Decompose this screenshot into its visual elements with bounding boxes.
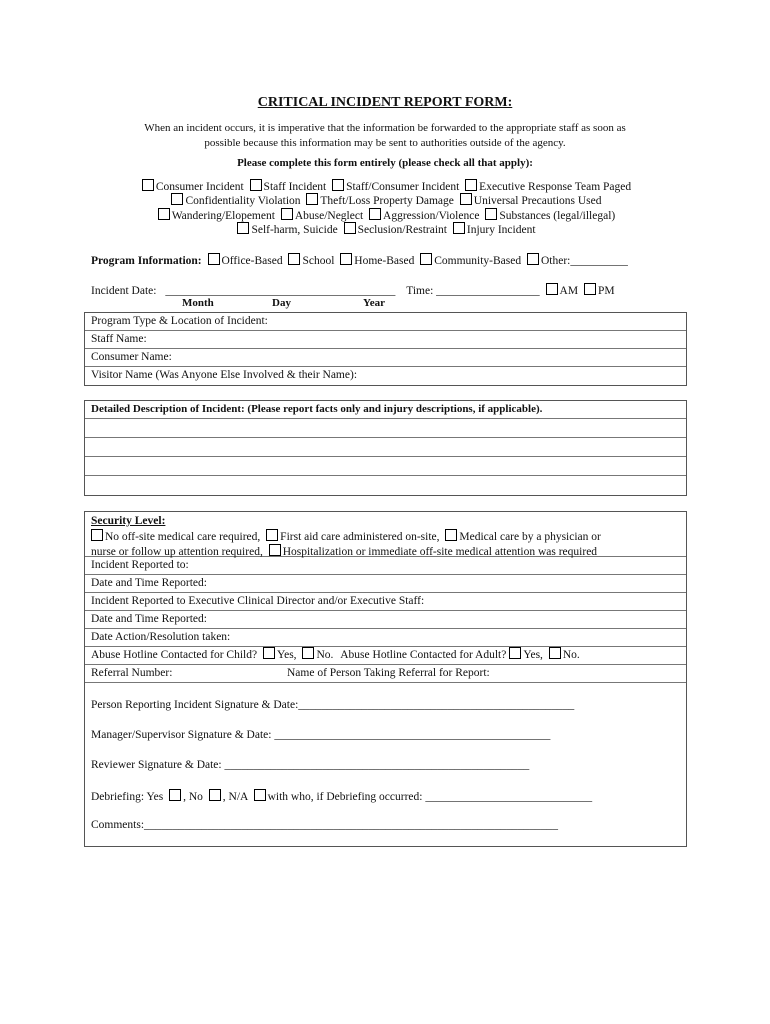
referral-name-label[interactable]: Name of Person Taking Referral for Report:	[287, 667, 490, 679]
label-hotline-child-no: No.	[316, 649, 334, 661]
manager-signature-blank[interactable]: ________________________________________________	[274, 729, 551, 741]
referral-row	[85, 665, 686, 683]
incident-date-label: Incident Date:	[91, 285, 157, 297]
label-am: AM	[559, 285, 579, 297]
checkbox-other[interactable]	[527, 253, 539, 265]
reported-to-executive-field[interactable]: Incident Reported to Executive Clinical Director and/or Executive Staff:	[85, 593, 686, 611]
description-line[interactable]	[85, 457, 686, 476]
debrief-who-blank[interactable]: _____________________________	[425, 791, 593, 803]
checkbox-community-based[interactable]	[420, 253, 432, 265]
label-hotline-adult-no: No.	[562, 649, 580, 661]
label-consumer-incident: Consumer Incident	[155, 181, 244, 193]
debrief-who-label: with who, if Debriefing occurred:	[267, 791, 423, 803]
manager-signature	[91, 729, 550, 741]
abuse-hotline-row	[85, 647, 686, 665]
date-action-taken-field[interactable]: Date Action/Resolution taken:	[85, 629, 686, 647]
checkbox-hospitalization[interactable]	[269, 544, 281, 556]
description-line[interactable]	[85, 438, 686, 457]
consumer-name-field[interactable]: Consumer Name:	[85, 349, 686, 367]
person-signature-blank[interactable]: ________________________________________________	[298, 699, 575, 711]
label-medical-care: Medical care by a physician or	[459, 530, 601, 543]
time-blank[interactable]: __________________	[436, 285, 540, 297]
checkbox-substances[interactable]	[485, 208, 497, 220]
label-debrief-na: , N/A	[222, 791, 248, 803]
label-home-based: Home-Based	[354, 255, 415, 267]
debriefing-label: Debriefing: Yes	[91, 791, 164, 803]
checkbox-debrief-no[interactable]	[209, 789, 221, 801]
month-label: Month	[182, 297, 214, 309]
checkbox-self-harm[interactable]	[237, 222, 249, 234]
security-level-label: Security Level:	[91, 515, 166, 527]
checkbox-injury-incident[interactable]	[453, 222, 465, 234]
checkbox-staff-incident[interactable]	[250, 179, 262, 191]
checkbox-pm[interactable]	[584, 283, 596, 295]
info-table	[84, 312, 687, 386]
comments-label: Comments:	[91, 819, 145, 831]
other-blank[interactable]: __________	[570, 255, 628, 267]
label-substances: Substances (legal/illegal)	[499, 210, 616, 222]
checkbox-hotline-child-no[interactable]	[302, 647, 314, 659]
reviewer-signature-blank[interactable]: _____________________________________________________	[224, 759, 530, 771]
checkbox-medical-care[interactable]	[445, 529, 457, 541]
label-staff-consumer-incident: Staff/Consumer Incident	[346, 181, 460, 193]
date-time-reported-2-field[interactable]: Date and Time Reported:	[85, 611, 686, 629]
date-time-reported-field[interactable]: Date and Time Reported:	[85, 575, 686, 593]
label-seclusion: Seclusion/Restraint	[357, 224, 447, 236]
checkbox-consumer-incident[interactable]	[142, 179, 154, 191]
incident-types-row-3	[0, 208, 770, 222]
label-staff-incident: Staff Incident	[263, 181, 327, 193]
reviewer-signature	[91, 759, 529, 771]
incident-types-row-1	[0, 179, 770, 193]
label-injury-incident: Injury Incident	[466, 224, 536, 236]
incident-reported-to-field[interactable]: Incident Reported to:	[85, 557, 686, 575]
label-confidentiality-violation: Confidentiality Violation	[185, 195, 301, 207]
hotline-adult-label: Abuse Hotline Contacted for Adult?	[340, 649, 507, 661]
label-office-based: Office-Based	[221, 255, 283, 267]
security-block	[84, 511, 687, 847]
person-reporting-signature	[91, 699, 574, 711]
label-community-based: Community-Based	[434, 255, 522, 267]
form-title: CRITICAL INCIDENT REPORT FORM:	[257, 95, 513, 110]
staff-name-field[interactable]: Staff Name:	[85, 331, 686, 349]
label-universal-precautions: Universal Precautions Used	[473, 195, 602, 207]
checkbox-theft-loss[interactable]	[306, 193, 318, 205]
reviewer-signature-label: Reviewer Signature & Date:	[91, 759, 222, 771]
checkbox-wandering[interactable]	[158, 208, 170, 220]
incident-types-row-4	[0, 222, 770, 236]
label-first-aid: First aid care administered on-site,	[280, 530, 440, 543]
security-level-section	[85, 512, 686, 557]
label-hospitalization: Hospitalization or immediate off-site medical attention was required	[282, 546, 598, 558]
checkbox-hotline-adult-yes[interactable]	[509, 647, 521, 659]
checkbox-universal-precautions[interactable]	[460, 193, 472, 205]
comments-row	[91, 819, 558, 831]
checkbox-debrief-na[interactable]	[254, 789, 266, 801]
checkbox-seclusion[interactable]	[344, 222, 356, 234]
label-theft-loss: Theft/Loss Property Damage	[320, 195, 454, 207]
program-information-row	[91, 253, 628, 267]
checkbox-school[interactable]	[288, 253, 300, 265]
label-pm: PM	[597, 285, 615, 297]
checkbox-staff-consumer-incident[interactable]	[332, 179, 344, 191]
checkbox-executive-response[interactable]	[465, 179, 477, 191]
label-other: Other:	[540, 255, 571, 267]
time-label: Time:	[406, 285, 434, 297]
intro-line-1: When an incident occurs, it is imperative that the information be forwarded to the appropriate staff as soon as	[144, 122, 626, 134]
incident-date-row	[91, 283, 615, 297]
program-information-label: Program Information:	[91, 255, 202, 267]
incident-types-row-2	[0, 193, 770, 207]
label-no-offsite-care: No off-site medical care required,	[105, 530, 261, 543]
checkbox-hotline-adult-no[interactable]	[549, 647, 561, 659]
visitor-name-field[interactable]: Visitor Name (Was Anyone Else Involved & their Name):	[91, 369, 358, 381]
checkbox-debrief-yes[interactable]	[169, 789, 181, 801]
checkbox-hotline-child-yes[interactable]	[263, 647, 275, 659]
label-medical-care-cont: nurse or follow up attention required,	[91, 546, 263, 558]
hotline-child-label: Abuse Hotline Contacted for Child?	[91, 649, 258, 661]
checkbox-abuse-neglect[interactable]	[281, 208, 293, 220]
instructions: Please complete this form entirely (please check all that apply):	[237, 157, 533, 169]
label-hotline-child-yes: Yes,	[276, 649, 297, 661]
intro-text	[90, 121, 680, 150]
description-line[interactable]	[85, 476, 686, 495]
referral-number-label[interactable]: Referral Number:	[91, 667, 173, 679]
checkbox-home-based[interactable]	[340, 253, 352, 265]
label-aggression: Aggression/Violence	[383, 210, 480, 222]
checkbox-office-based[interactable]	[208, 253, 220, 265]
person-signature-label: Person Reporting Incident Signature & Date:	[91, 699, 299, 711]
debriefing-row	[91, 789, 592, 803]
label-executive-response: Executive Response Team Paged	[479, 181, 632, 193]
label-hotline-adult-yes: Yes,	[523, 649, 543, 661]
comments-blank[interactable]: ________________________________________________________________________	[144, 819, 559, 831]
label-abuse-neglect: Abuse/Neglect	[294, 210, 364, 222]
label-debrief-no: , No	[183, 791, 203, 803]
manager-signature-label: Manager/Supervisor Signature & Date:	[91, 729, 272, 741]
year-label: Year	[363, 297, 385, 309]
incident-date-blank[interactable]: ________________________________________	[165, 285, 396, 297]
description-header: Detailed Description of Incident: (Please report facts only and injury descriptions, if applicable).	[85, 401, 686, 419]
intro-line-2: possible because this information may be sent to authorities outside of the agency.	[204, 136, 566, 149]
checkbox-no-offsite-care[interactable]	[91, 529, 103, 541]
checkbox-first-aid[interactable]	[266, 529, 278, 541]
program-type-field[interactable]: Program Type & Location of Incident:	[85, 313, 686, 331]
description-table	[84, 400, 687, 496]
label-school: School	[302, 255, 335, 267]
label-wandering: Wandering/Elopement	[171, 210, 275, 222]
day-label: Day	[272, 297, 291, 309]
checkbox-aggression[interactable]	[369, 208, 381, 220]
checkbox-am[interactable]	[546, 283, 558, 295]
label-self-harm: Self-harm, Suicide	[251, 224, 338, 236]
checkbox-confidentiality-violation[interactable]	[171, 193, 183, 205]
description-line[interactable]	[85, 419, 686, 438]
